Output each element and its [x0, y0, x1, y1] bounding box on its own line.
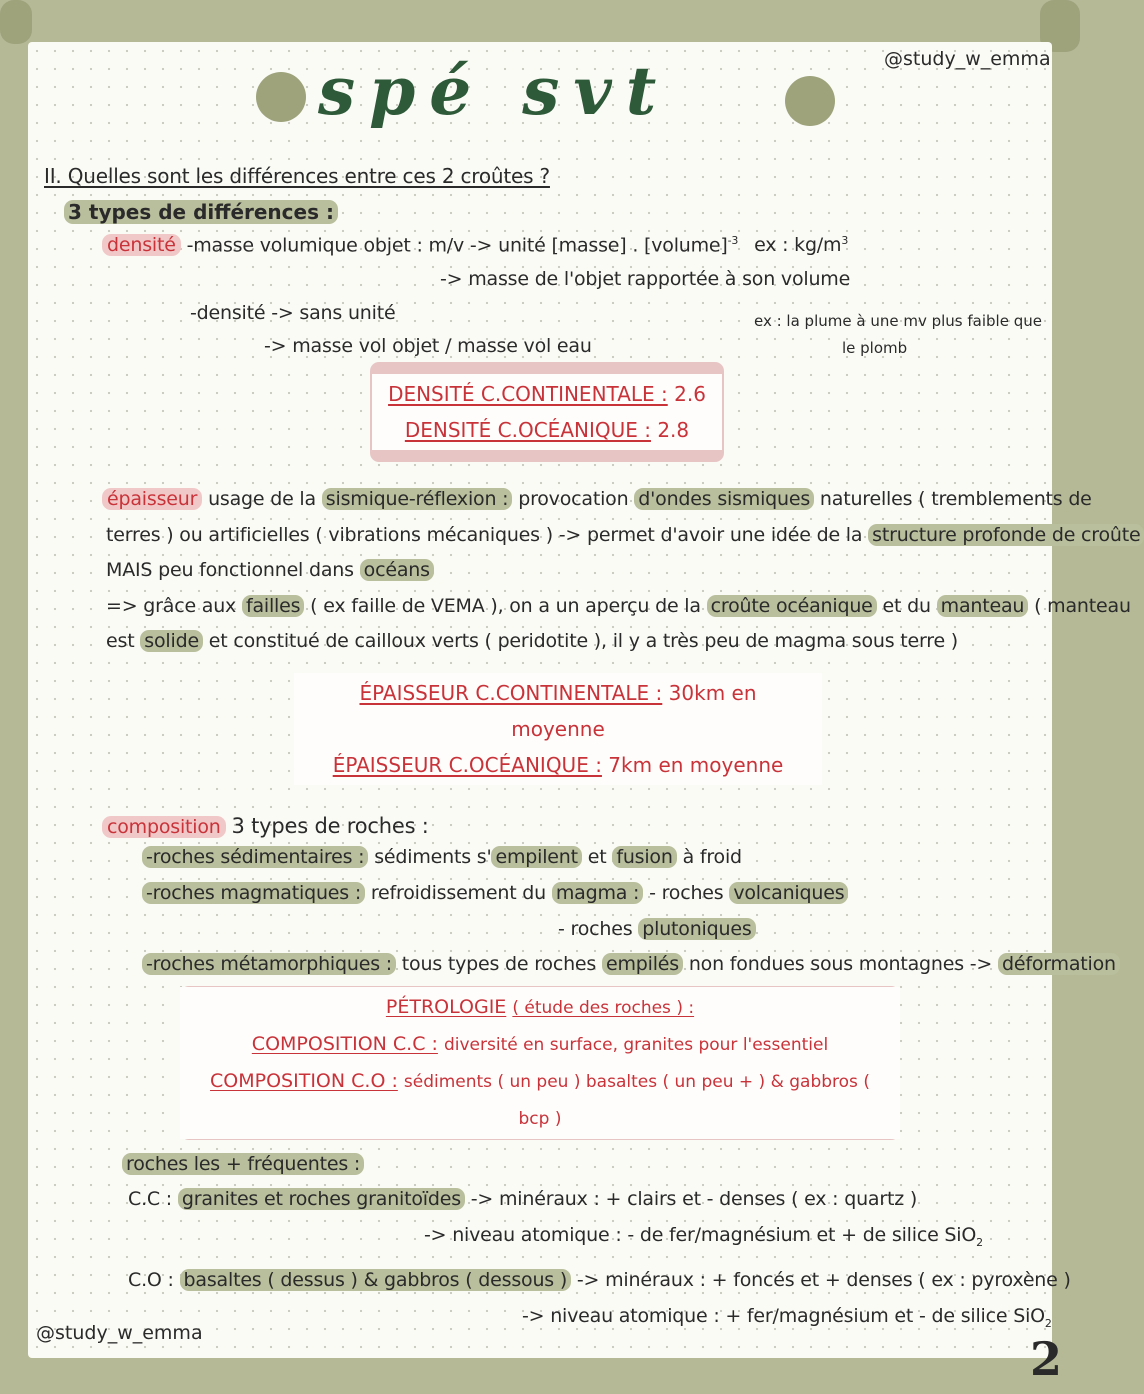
- density-line3: -densité -> sans unité: [190, 302, 396, 324]
- density-line4: -> masse vol objet / masse vol eau: [264, 335, 592, 357]
- thickness-text: naturelles ( tremblements de: [819, 488, 1092, 510]
- frequent-label: C.O :: [128, 1269, 174, 1291]
- thickness-box-cc-label: ÉPAISSEUR C.CONTINENTALE :: [359, 681, 663, 705]
- rock-highlight: plutoniques: [638, 918, 755, 940]
- thickness-text: provocation: [518, 488, 629, 510]
- density-note1: ex : la plume à une mv plus faible que: [754, 312, 1042, 330]
- petrology-co-label: COMPOSITION C.O :: [210, 1070, 398, 1092]
- rock-text: - roches: [649, 882, 724, 904]
- thickness-text: MAIS peu fonctionnel dans: [106, 559, 354, 581]
- frequent-sub: 2: [976, 1235, 983, 1249]
- frequent-text: -> minéraux : + clairs et - denses ( ex : quartz ): [470, 1188, 918, 1210]
- thickness-box-co-label: ÉPAISSEUR C.OCÉANIQUE :: [332, 753, 602, 777]
- thickness-highlight: solide: [140, 630, 203, 652]
- thickness-text: usage de la: [208, 488, 316, 510]
- thickness-box: [294, 676, 822, 782]
- rock-text: sédiments s': [374, 846, 492, 868]
- density-box-co-value: 2.8: [657, 418, 690, 442]
- frequent-text: -> niveau atomique : - de fer/magnésium et + de silice SiO: [424, 1224, 977, 1246]
- composition-label: composition: [102, 816, 226, 838]
- frequent-label: C.C :: [128, 1188, 173, 1210]
- rock-highlight: empilés: [602, 953, 683, 975]
- rock-highlight: déformation: [998, 953, 1120, 975]
- handle-bottom: @study_w_emma: [36, 1322, 203, 1344]
- thickness-text: terres ) ou artificielles ( vibrations mécaniques ) -> permet d'avoir une idée de la: [106, 524, 863, 546]
- frequent-co-line1: [128, 1269, 1071, 1291]
- density-label: densité: [102, 234, 181, 256]
- thickness-line4: [106, 595, 1131, 617]
- title-left-dot: [256, 72, 306, 122]
- thickness-highlight: croûte océanique: [707, 595, 877, 617]
- density-box-cc-value: 2.6: [674, 382, 706, 406]
- thickness-label: épaisseur: [102, 488, 202, 510]
- thickness-text: ( ex faille de VEMA ), on a un aperçu de la: [310, 595, 701, 617]
- density-box-inner: [372, 374, 722, 450]
- thickness-line2: [106, 524, 1144, 546]
- page-title: spé svt: [318, 52, 671, 130]
- petrology-co-value: sédiments ( un peu ) basaltes ( un peu + ) & gabbros ( bcp ): [403, 1072, 870, 1129]
- rock-text: - roches: [558, 918, 633, 940]
- thickness-highlight: océans: [360, 559, 434, 581]
- frequent-text: -> niveau atomique : + fer/magnésium et - de silice SiO: [522, 1305, 1045, 1327]
- frequent-cc-line2: [424, 1224, 983, 1249]
- thickness-text: et du: [882, 595, 931, 617]
- rock-type-label: -roches métamorphiques :: [142, 953, 396, 975]
- thickness-text: ( manteau: [1034, 595, 1131, 617]
- rock-text: non fondues sous montagnes ->: [688, 953, 993, 975]
- rock-highlight: fusion: [612, 846, 676, 868]
- page-number: 2: [1030, 1332, 1063, 1386]
- petrology-cc-value: diversité en surface, granites pour l'essentiel: [443, 1035, 829, 1055]
- thickness-highlight: failles: [242, 595, 304, 617]
- rock-type-label: -roches magmatiques :: [142, 882, 365, 904]
- thickness-text: et constitué de cailloux verts ( peridotite ), il y a très peu de magma sous terre ): [208, 630, 959, 652]
- thickness-box-cc-value: 30km en moyenne: [511, 681, 757, 741]
- frequent-highlight: granites et roches granitoïdes: [178, 1188, 465, 1210]
- rock-highlight: magma :: [552, 882, 643, 904]
- frequent-text: -> minéraux : + foncés et + denses ( ex : pyroxène ): [576, 1269, 1071, 1291]
- left-binder-tab: [0, 0, 32, 44]
- frequent-co-line2: [522, 1305, 1052, 1330]
- composition-line: [102, 814, 429, 838]
- rock-highlight: volcaniques: [729, 882, 848, 904]
- thickness-highlight: d'ondes sismiques: [634, 488, 814, 510]
- thickness-line1: [102, 488, 1092, 510]
- petrology-title-rest: ( étude des roches ) :: [512, 998, 695, 1018]
- rock-text: refroidissement du: [370, 882, 546, 904]
- rock-text: et: [587, 846, 607, 868]
- thickness-line5: [106, 630, 958, 652]
- rock-metamorphic: [142, 953, 1120, 975]
- composition-intro: 3 types de roches :: [231, 814, 429, 838]
- density-note2: le plomb: [842, 339, 908, 357]
- section-subheading: [64, 200, 338, 224]
- section-heading: II. Quelles sont les différences entre ces 2 croûtes ?: [44, 164, 550, 188]
- frequent-heading-text: roches les + fréquentes :: [122, 1153, 364, 1175]
- density-box-cc-label: DENSITÉ C.CONTINENTALE :: [388, 382, 668, 406]
- thickness-highlight: sismique-réflexion :: [322, 488, 513, 510]
- rock-text: à froid: [682, 846, 742, 868]
- thickness-text: => grâce aux: [106, 595, 237, 617]
- petrology-box: [180, 986, 900, 1140]
- frequent-highlight: basaltes ( dessus ) & gabbros ( dessous ): [180, 1269, 572, 1291]
- density-line1-ex-exp: 3: [841, 234, 849, 247]
- rock-type-label: -roches sédimentaires :: [142, 846, 368, 868]
- density-line1-exp: -3: [727, 234, 739, 247]
- thickness-text: est: [106, 630, 135, 652]
- thickness-box-inner: [294, 673, 822, 785]
- density-line2: -> masse de l'objet rapportée à son volume: [440, 268, 851, 290]
- petrology-title: PÉTROLOGIE: [385, 996, 507, 1018]
- rock-plutonic: [558, 918, 756, 940]
- rock-magmatic: [142, 882, 848, 904]
- thickness-highlight: structure profonde de croûte: [868, 524, 1144, 546]
- frequent-cc-line1: [128, 1188, 917, 1210]
- petrology-cc-label: COMPOSITION C.C :: [251, 1033, 438, 1055]
- rock-sedimentary: [142, 846, 742, 868]
- thickness-box-co-value: 7km en moyenne: [608, 753, 784, 777]
- thickness-line3: [106, 559, 434, 581]
- frequent-sub: 2: [1044, 1316, 1052, 1330]
- thickness-highlight: manteau: [937, 595, 1029, 617]
- title-right-dot: [785, 76, 835, 126]
- density-box: [370, 362, 724, 462]
- subheading-text: 3 types de différences :: [64, 200, 338, 224]
- density-line1-text: -masse volumique objet : m/v -> unité [masse] . [volume]: [186, 234, 728, 257]
- density-box-co-label: DENSITÉ C.OCÉANIQUE :: [404, 418, 651, 442]
- density-line1-ex: ex : kg/m: [754, 234, 842, 257]
- density-line1: [102, 234, 848, 256]
- petrology-box-inner: [180, 987, 900, 1139]
- frequent-heading: [122, 1153, 364, 1175]
- rock-highlight: empilent: [491, 846, 581, 868]
- rock-text: tous types de roches: [401, 953, 597, 975]
- handle-top: @study_w_emma: [884, 48, 1051, 70]
